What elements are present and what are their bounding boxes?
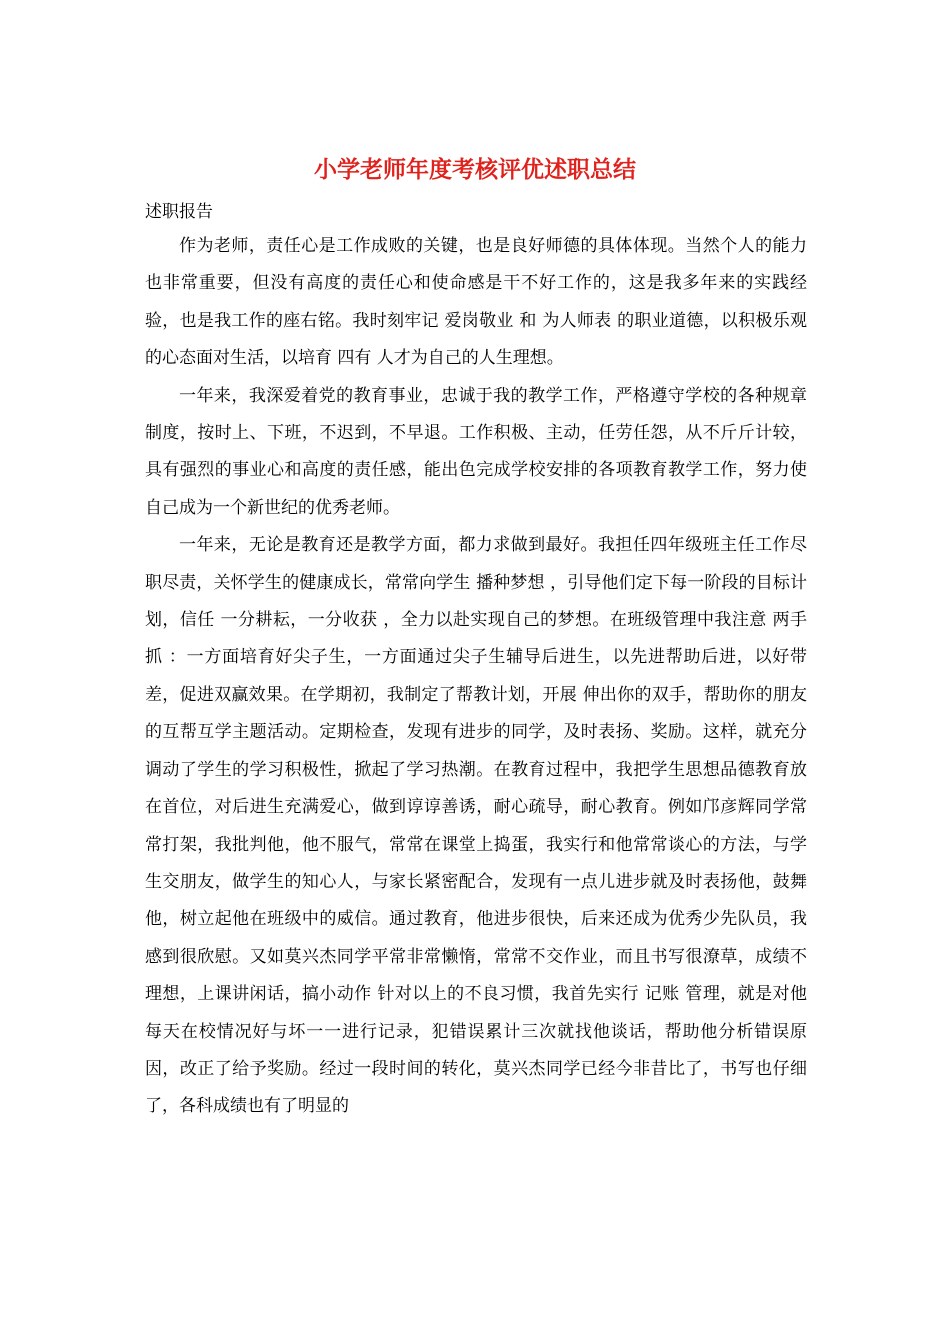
- paragraph: 一年来，我深爱着党的教育事业，忠诚于我的教学工作，严格遵守学校的各种规章制度，按时上、下班，不迟到，不早退。工作积极、主动，任劳任怨，从不斤斤计较，具有强烈的事业心和高度的责任感，能出色完成学校安排的各项教育教学工作，努力使自己成为一个新世纪的优秀老师。: [145, 385, 807, 518]
- paragraph: 一年来，无论是教育还是教学方面，都力求做到最好。我担任四年级班主任工作尽职尽责，关怀学生的健康成长，常常向学生 播种梦想 ，引导他们定下每一阶段的目标计划，信任 一分耕耘，一分收获 ，全力以赴实现自己的梦想。在班级管理中我注意 两手抓 ：一方面培育好尖子生，一方面通过尖子生辅导后进生，以先进帮助后进，以好带差，促进双赢效果。在学期初，我制定了帮教计划，开展 伸出你的双手，帮助你的朋友 的互帮互学主题活动。定期检查，发现有进步的同学，及时表扬、奖励。这样，就充分调动了学生的学习积极性，掀起了学习热潮。在教育过程中，我把学生思想品德教育放在首位，对后进生充满爱心，做到谆谆善诱，耐心疏导，耐心教育。例如邝彦辉同学常常打架，我批判他，他不服气，常常在课堂上捣蛋，我实行和他常常谈心的方法，与学生交朋友，做学生的知心人，与家长紧密配合，发现有一点儿进步就及时表扬他，鼓舞他，树立起他在班级中的威信。通过教育，他进步很快，后来还成为优秀少先队员，我感到很欣慰。又如莫兴杰同学平常非常懒惰，常常不交作业，而且书写很潦草，成绩不理想，上课讲闲话，搞小动作 针对以上的不良习惯，我首先实行 记账 管理，就是对他每天在校情况好与坏一一进行记录，犯错误累计三次就找他谈话，帮助他分析错误原因，改正了给予奖励。经过一段时间的转化，莫兴杰同学已经今非昔比了，书写也仔细了，各科成绩也有了明显的: [145, 535, 807, 1117]
- document-body: [145, 228, 807, 1126]
- paragraph: 作为老师，责任心是工作成败的关键，也是良好师德的具体体现。当然个人的能力也非常重要，但没有高度的责任心和使命感是干不好工作的，这是我多年来的实践经验，也是我工作的座右铭。我时刻牢记 爱岗敬业 和 为人师表 的职业道德，以积极乐观的心态面对生活，以培育 四有 人才为自己的人生理想。: [145, 236, 807, 369]
- section-heading: 述职报告: [145, 202, 213, 222]
- document-title: 小学老师年度考核评优述职总结: [314, 156, 636, 183]
